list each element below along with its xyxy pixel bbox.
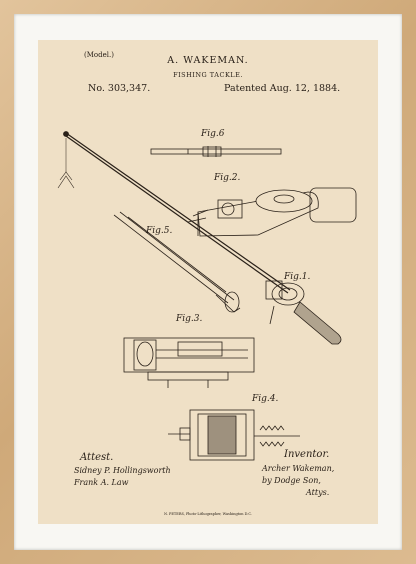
fig6-caption: Fig.6 (201, 129, 225, 139)
fig1-fishing-rod-drawing (58, 132, 341, 345)
fig2-caption: Fig.2. (214, 173, 241, 183)
fig6-rod-joint-drawing (151, 146, 281, 157)
patent-sheet (38, 40, 378, 524)
patent-date: Patented Aug. 12, 1884. (224, 83, 341, 94)
attorney-note: Attys. (306, 488, 330, 497)
fig5-rod-sections-drawing (114, 212, 240, 312)
model-label: (Model.) (84, 51, 114, 59)
witness-signature-2: Frank A. Law (74, 478, 129, 487)
fig5-caption: Fig.5. (146, 226, 173, 236)
attorney-signature: by Dodge Son, (262, 476, 321, 485)
patent-number: No. 303,347. (88, 83, 151, 94)
inventor-signature: Archer Wakeman, (262, 464, 335, 473)
attest-label: Attest. (80, 452, 114, 463)
patent-subject-heading: FISHING TACKLE. (173, 71, 243, 79)
witness-signature-1: Sidney P. Hollingsworth (74, 466, 171, 475)
fig2-reel-detail-drawing (188, 188, 356, 236)
fig4-spool-drawing (168, 410, 300, 460)
fig1-caption: Fig.1. (284, 272, 311, 282)
fig3-caption: Fig.3. (176, 314, 203, 324)
fig3-mechanism-drawing (124, 338, 254, 388)
inventor-label: Inventor. (284, 449, 330, 460)
fig4-caption: Fig.4. (252, 394, 279, 404)
patent-inventor-heading: A. WAKEMAN. (167, 55, 249, 66)
printer-credit: N. PETERS, Photo-Lithographer, Washington D.C. (163, 512, 253, 516)
